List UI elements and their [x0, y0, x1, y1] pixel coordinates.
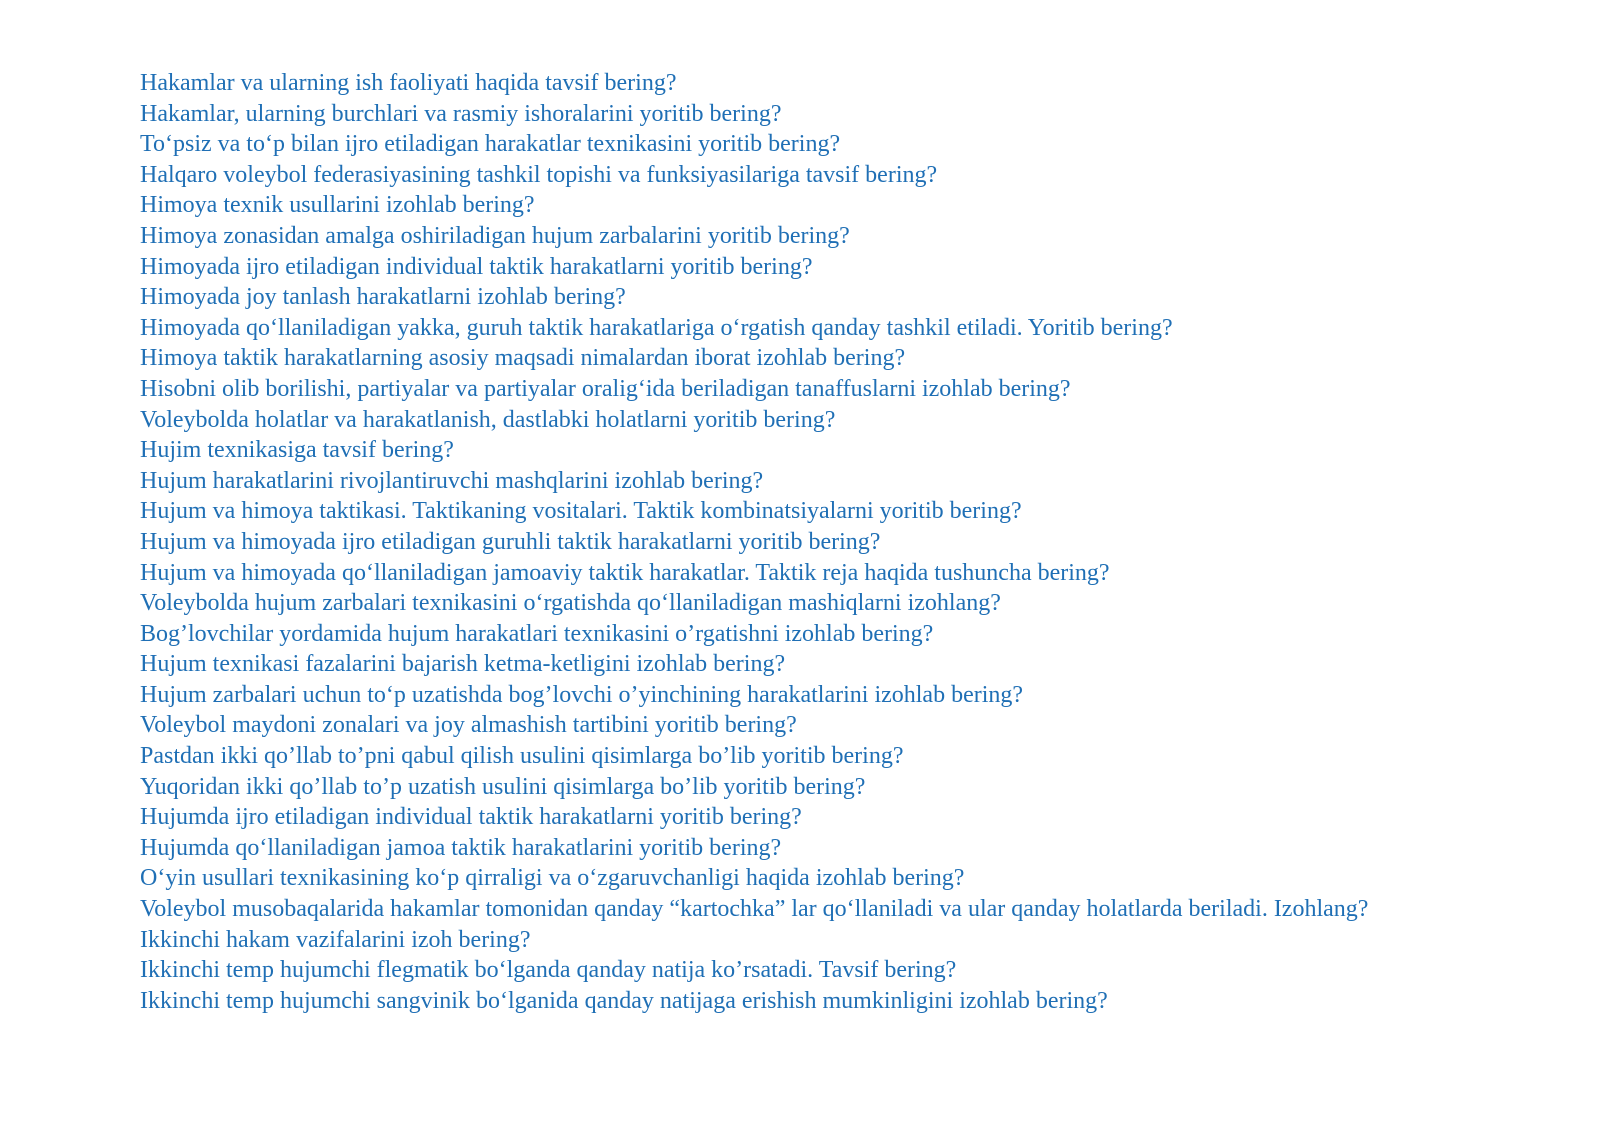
question-item: Yuqoridan ikki qo’llab to’p uzatish usulini qisimlarga bo’lib yoritib bering?: [140, 773, 866, 800]
question-item: Himoya taktik harakatlarning asosiy maqsadi nimalardan iborat izohlab bering?: [140, 345, 906, 372]
question-item: Hujum va himoya taktikasi. Taktikaning vositalari. Taktik kombinatsiyalarni yoritib bering?: [140, 498, 1022, 525]
question-item: Himoya texnik usullarini izohlab bering?: [140, 192, 535, 219]
question-item: Hisobni olib borilishi, partiyalar va partiyalar oralig‘ida beriladigan tanaffuslarni izohlab bering?: [140, 375, 1071, 402]
question-item: Hujum va himoyada qo‘llaniladigan jamoaviy taktik harakatlar. Taktik reja haqida tushuncha bering?: [140, 559, 1110, 586]
question-item: Voleybolda holatlar va harakatlanish, dastlabki holatlarni yoritib bering?: [140, 406, 836, 433]
question-item: Voleybolda hujum zarbalari texnikasini o‘rgatishda qo‘llaniladigan mashiqlarni izohlang?: [140, 590, 1001, 617]
question-item: Hujim texnikasiga tavsif bering?: [140, 437, 454, 464]
question-item: Hakamlar, ularning burchlari va rasmiy ishoralarini yoritib bering?: [140, 100, 782, 127]
question-item: Ikkinchi temp hujumchi sangvinik bo‘lganida qanday natijaga erishish mumkinligini izohlab bering?: [140, 987, 1108, 1014]
question-item: Hujum zarbalari uchun to‘p uzatishda bog’lovchi o’yinchining harakatlarini izohlab bering?: [140, 681, 1024, 708]
question-item: O‘yin usullari texnikasining ko‘p qirraligi va o‘zgaruvchanligi haqida izohlab bering?: [140, 865, 965, 892]
question-list: [140, 68, 1462, 1016]
question-item: Voleybol musobaqalarida hakamlar tomonidan qanday “kartochka” lar qo‘llaniladi va ular qanday holatlarda beriladi. Izohlang?: [140, 896, 1369, 923]
question-item: Hujum va himoyada ijro etiladigan guruhli taktik harakatlarni yoritib bering?: [140, 528, 881, 555]
question-item: Hakamlar va ularning ish faoliyati haqida tavsif bering?: [140, 70, 677, 96]
question-item: Hujum harakatlarini rivojlantiruvchi mashqlarini izohlab bering?: [140, 467, 764, 494]
question-item: Himoyada ijro etiladigan individual taktik harakatlarni yoritib bering?: [140, 253, 813, 280]
question-item: Hujumda ijro etiladigan individual taktik harakatlarni yoritib bering?: [140, 804, 802, 831]
question-item: To‘psiz va to‘p bilan ijro etiladigan harakatlar texnikasini yoritib bering?: [140, 131, 841, 158]
question-item: Ikkinchi hakam vazifalarini izoh bering?: [140, 926, 531, 953]
question-item: Hujumda qo‘llaniladigan jamoa taktik harakatlarini yoritib bering?: [140, 834, 782, 861]
question-item: Bog’lovchilar yordamida hujum harakatlari texnikasini o’rgatishni izohlab bering?: [140, 620, 934, 647]
question-item: Pastdan ikki qo’llab to’pni qabul qilish usulini qisimlarga bo’lib yoritib bering?: [140, 743, 904, 770]
document-page: [140, 68, 1462, 1016]
question-item: Ikkinchi temp hujumchi flegmatik bo‘lganda qanday natija ko’rsatadi. Tavsif bering?: [140, 957, 957, 984]
question-item: Voleybol maydoni zonalari va joy almashish tartibini yoritib bering?: [140, 712, 797, 739]
question-item: Himoya zonasidan amalga oshiriladigan hujum zarbalarini yoritib bering?: [140, 222, 850, 249]
question-item: Halqaro voleybol federasiyasining tashkil topishi va funksiyasilariga tavsif bering?: [140, 161, 938, 188]
question-item: Himoyada qo‘llaniladigan yakka, guruh taktik harakatlariga o‘rgatish qanday tashkil etiladi. Yoritib bering?: [140, 314, 1173, 341]
question-item: Himoyada joy tanlash harakatlarni izohlab bering?: [140, 284, 626, 311]
question-item: Hujum texnikasi fazalarini bajarish ketma-ketligini izohlab bering?: [140, 651, 786, 678]
